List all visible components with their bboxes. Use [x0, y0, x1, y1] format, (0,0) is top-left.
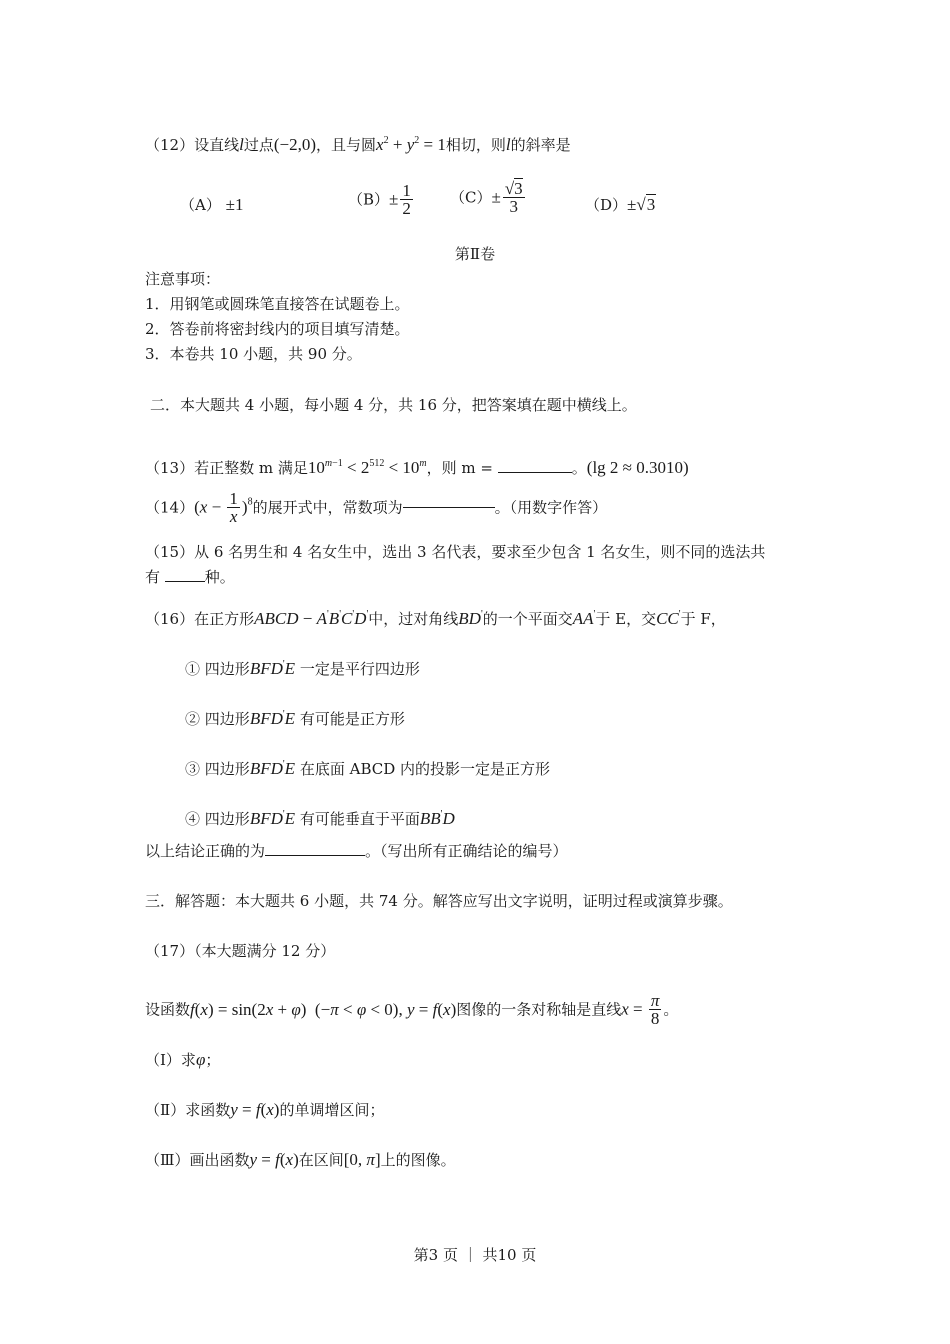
q15-line1: （15）从 6 名男生和 4 名女生中，选出 3 名代表，要求至少包含 1 名女生，则不同的选法共	[145, 543, 766, 561]
q12-option-a: （A） ±1	[180, 195, 244, 214]
q14: （14）(x − $\frac{1}{x}$ )$^8$的展开式中，常数项为 。（用数字作答）	[145, 489, 608, 526]
q12-option-d: （D）±√3	[585, 195, 656, 214]
notes-item: 3．本卷共 10 小题，共 90 分。	[145, 345, 362, 363]
notes-item: 1．用钢笔或圆珠笔直接答在试题卷上。	[145, 295, 410, 313]
q17-stem: 设函数f(x) = sin(2x + φ) (−π < φ < 0), y = f(x)图像的一条对称轴是直线x = $\frac{\pi}{8}$ 。	[145, 991, 679, 1028]
q16-item-3: ③ 四边形BFD'E 在底面 ABCD 内的投影一定是正方形	[185, 759, 551, 778]
q16-conclusion: 以上结论正确的为 。（写出所有正确结论的编号）	[145, 842, 568, 860]
q16-item-1: ① 四边形BFD'E 一定是平行四边形	[185, 659, 420, 678]
q12-stem: （12）设直线l过点(−2,0)，且与圆$x^2 + y^2 = 1$相切，则l的斜率是	[145, 135, 571, 154]
q16-item-2: ② 四边形BFD'E 有可能是正方形	[185, 709, 405, 728]
q12-option-b: （B）± $\frac{1}{2}$	[348, 181, 411, 218]
q16-stem: （16）在正方形ABCD − A'B'C'D'中，过对角线BD'的一个平面交AA'于 E，交CC'于 F，	[145, 609, 726, 628]
q12-option-c: （C）± $\frac{√3}{3}$	[450, 179, 523, 216]
q17-part1: （Ⅰ）求φ；	[145, 1050, 221, 1069]
q17-part3: （Ⅲ）画出函数y = f(x)在区间[0, π]上的图像。	[145, 1150, 456, 1169]
part3-heading: 三．解答题：本大题共 6 小题，共 74 分。解答应写出文字说明，证明过程或演算步骤。	[145, 892, 733, 910]
part2-heading: 二．本大题共 4 小题，每小题 4 分，共 16 分，把答案填在题中横线上。	[150, 396, 637, 414]
notes-title: 注意事项：	[145, 270, 221, 288]
q15-line2: 有 种。	[145, 568, 235, 586]
q13: （13）若正整数 m 满足$10^{m-1} < 2^{512} < 10^m$，则 m = 。(lg 2 ≈ 0.3010)	[145, 458, 689, 477]
q17-title: （17）（本大题满分 12 分）	[145, 942, 336, 960]
notes-item: 2．答卷前将密封线内的项目填写清楚。	[145, 320, 410, 338]
q17-part2: （Ⅱ）求函数y = f(x)的单调增区间；	[145, 1100, 385, 1119]
section2-title: 第Ⅱ卷	[454, 245, 496, 263]
page-footer: 第3 页 ｜ 共10 页	[413, 1246, 537, 1264]
q16-item-4: ④ 四边形BFD'E 有可能垂直于平面BB'D	[185, 809, 455, 828]
